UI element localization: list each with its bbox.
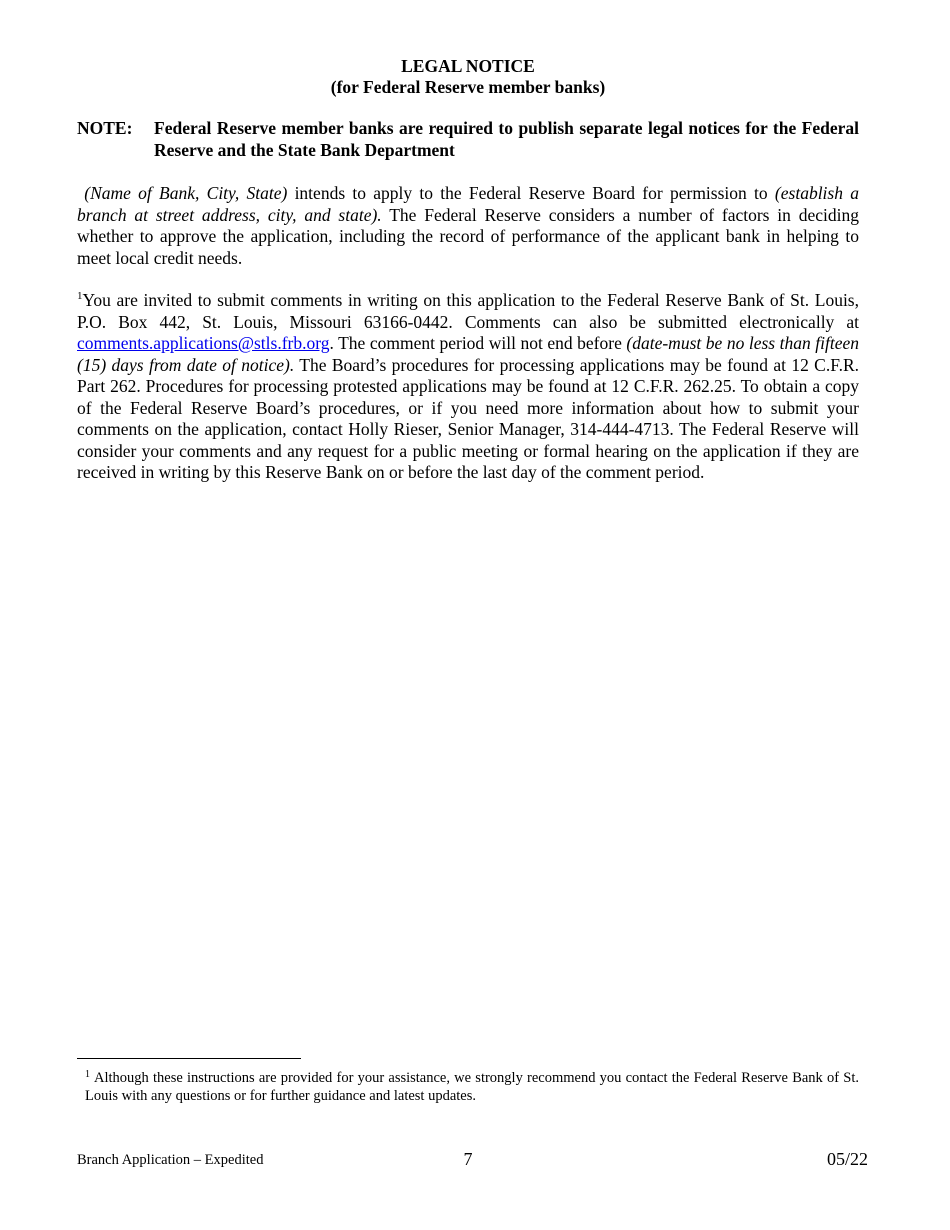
- comments-intro-text: You are invited to submit comments in writing on this application to the Federal Reserve Bank of St. Louis, P.O. Box 442, St. Louis, Missouri 63166-0442. Comments can also be submitted electronically at: [77, 290, 859, 332]
- note-label: NOTE:: [77, 118, 133, 138]
- footer-revision-date: 05/22: [826, 1149, 868, 1169]
- footnote-text: Although these instructions are provided for your assistance, we strongly recommend you contact the Federal Reserve Bank of St. Louis with any questions or for further guidance and latest updates.: [85, 1070, 859, 1104]
- intent-paragraph: [77, 183, 859, 269]
- footer-page-number: 7: [463, 1149, 473, 1169]
- page-subtitle: (for Federal Reserve member banks): [330, 77, 606, 97]
- intent-text: intends to apply to the Federal Reserve Board for permission to: [287, 183, 775, 203]
- footnote-divider: [77, 1058, 301, 1059]
- comment-period-text: . The comment period will not end before: [329, 333, 627, 353]
- comments-email-link[interactable]: comments.applications@stls.frb.org: [77, 333, 330, 353]
- note-text: Federal Reserve member banks are required to publish separate legal notices for the Federal Reserve and the State Bank Department: [154, 118, 859, 160]
- factors-text: The Federal Reserve considers a number of factors in deciding whether to approve the application, including the record of performance of the applicant bank in helping to meet local credit needs.: [77, 204, 859, 268]
- footnote-marker: 1: [85, 1069, 90, 1080]
- comments-paragraph: [77, 290, 859, 484]
- footnote-reference: 1: [77, 290, 83, 302]
- bank-name-placeholder: (Name of Bank, City, State): [84, 183, 288, 203]
- footnote: [85, 1069, 859, 1105]
- page-title: LEGAL NOTICE: [401, 56, 535, 76]
- footer-form-name: Branch Application – Expedited: [77, 1152, 264, 1168]
- note-block: [77, 118, 859, 161]
- date-placeholder: (date-must be no less than fifteen (15) days from date of notice).: [77, 333, 859, 375]
- procedures-text: The Board’s procedures for processing applications may be found at 12 C.F.R. Part 262. Procedures for processing protested applications may be found at 12 C.F.R. 262.25. To obtain a copy of the Federal Reserve Board’s procedures, or if you need more information about how to submit your comments on the application, contact Holly Rieser, Senior Manager, 314-444-4713. The Federal Reserve will consider your comments and any request for a public meeting or formal hearing on the application if they are received in writing by this Reserve Bank on or before the last day of the comment period.: [77, 354, 859, 482]
- action-placeholder: (establish a branch at street address, city, and state).: [77, 183, 859, 225]
